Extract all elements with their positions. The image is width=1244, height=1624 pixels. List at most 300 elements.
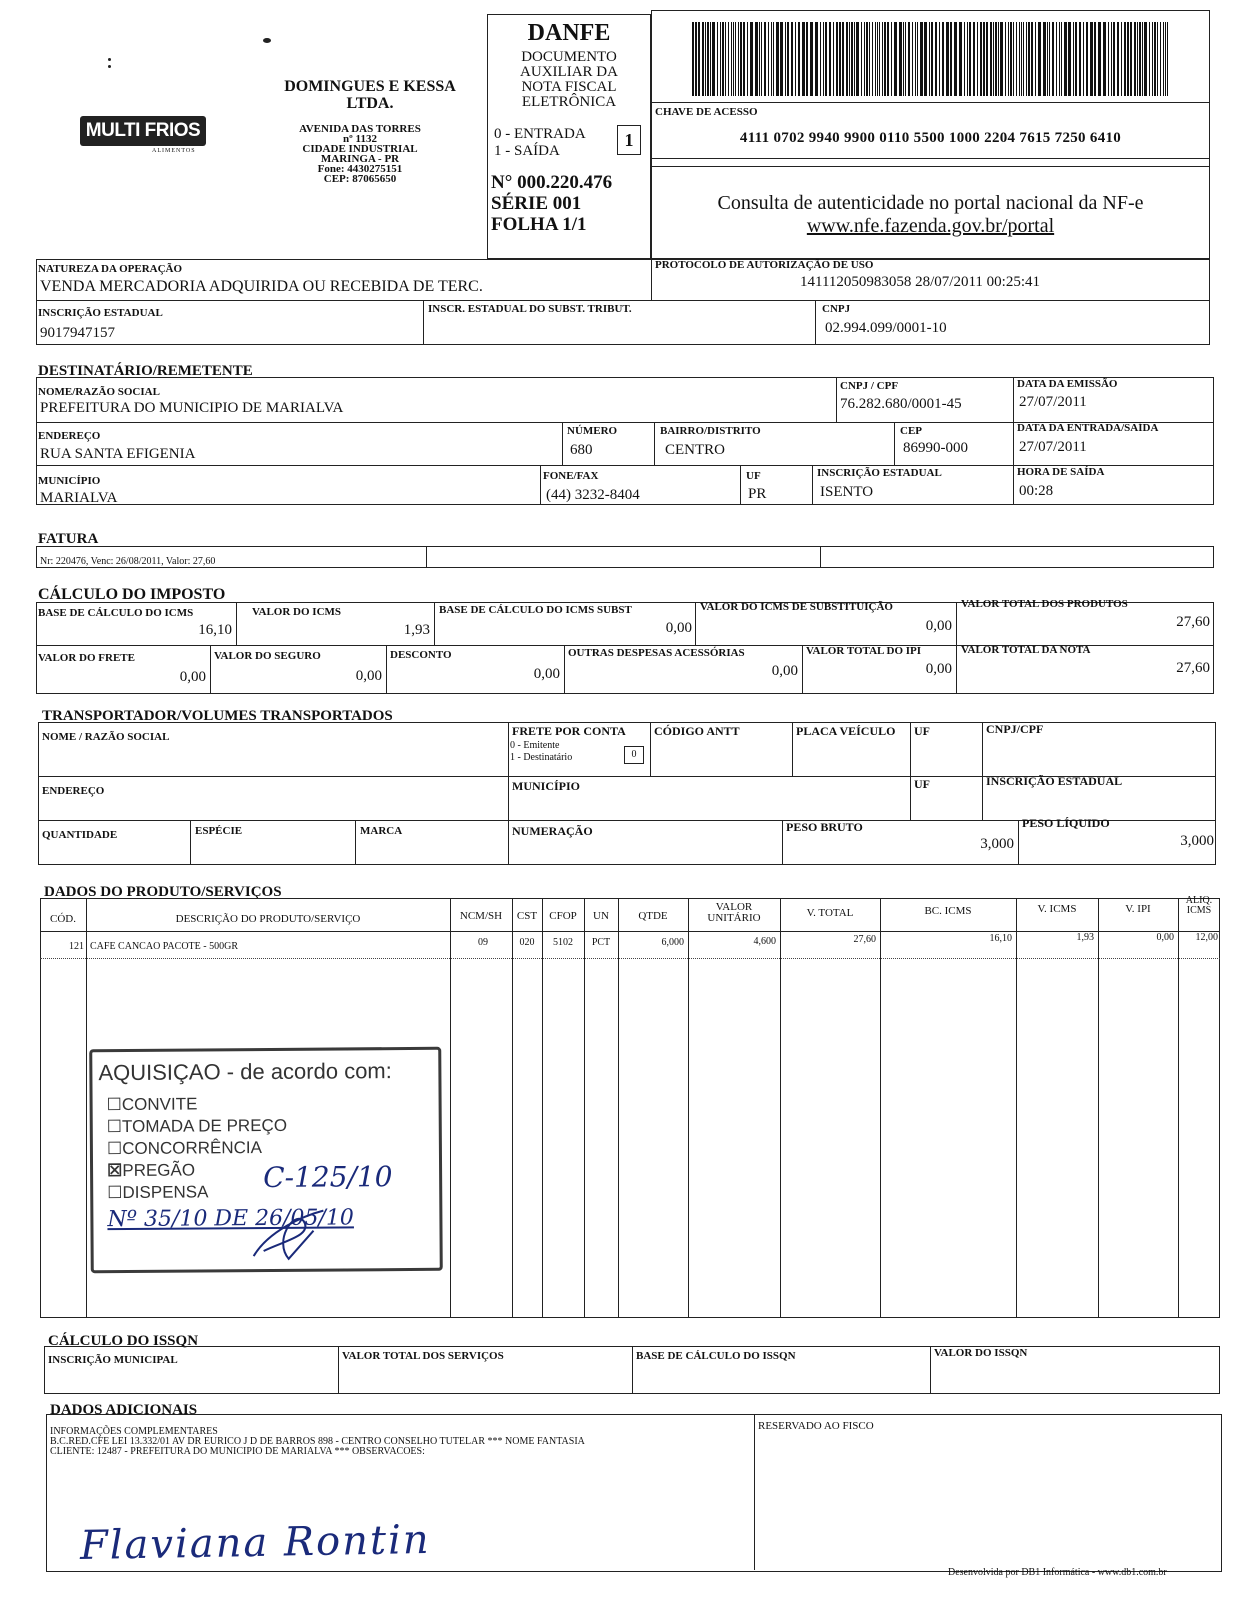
barcode-bar <box>806 22 808 96</box>
barcode-bar <box>1008 22 1009 96</box>
barcode-bar <box>1038 22 1041 96</box>
stamp-initials-scribble <box>243 1201 333 1268</box>
barcode-bar <box>942 22 944 96</box>
products-total-value: 27,60 <box>1176 614 1210 630</box>
recipient-phone-label: FONE/FAX <box>543 470 599 482</box>
recipient-address-value: RUA SANTA EFIGENIA <box>40 446 196 462</box>
barcode-bar <box>849 22 850 96</box>
barcode-bar <box>1142 22 1143 96</box>
recipient-cep-label: CEP <box>900 425 922 437</box>
barcode-bar <box>712 22 715 96</box>
barcode-bar <box>725 22 726 96</box>
barcode-bar <box>912 22 913 96</box>
recipient-ie-value: ISENTO <box>820 484 874 500</box>
row-description: CAFE CANCAO PACOTE - 500GR <box>90 941 238 952</box>
checkbox-checked-icon: ☒ <box>107 1161 123 1181</box>
portal-link[interactable]: www.nfe.fazenda.gov.br/portal <box>806 215 1055 237</box>
barcode-bar <box>856 22 859 96</box>
barcode-bar <box>1117 22 1119 96</box>
barcode-bar <box>1111 22 1112 96</box>
barcode-bar <box>1160 22 1161 96</box>
barcode-bar <box>1083 22 1084 96</box>
barcode-bar <box>810 22 813 96</box>
recipient-cnpj-label: CNPJ / CPF <box>840 380 899 392</box>
barcode-bar <box>864 22 865 96</box>
recipient-phone-value: (44) 3232-8404 <box>546 487 640 503</box>
barcode-bar <box>722 22 724 96</box>
barcode-bar <box>946 22 949 96</box>
barcode-bar <box>698 22 700 96</box>
col-header-description: DESCRIÇÃO DO PRODUTO/SERVIÇO <box>175 913 361 925</box>
barcode-bar <box>1165 22 1166 96</box>
barcode-bar <box>702 22 704 96</box>
recipient-name-value: PREFEITURA DO MUNICIPIO DE MARIALVA <box>40 400 344 416</box>
col-header-cfop: CFOP <box>549 910 577 922</box>
barcode-bar <box>894 22 897 96</box>
table-column-divider <box>542 898 543 1318</box>
barcode-bar <box>1043 22 1046 96</box>
net-weight-label: PESO LÍQUIDO <box>1022 816 1110 830</box>
transport-section-title: TRANSPORTADOR/VOLUMES TRANSPORTADOS <box>42 708 393 724</box>
base-icms-label: BASE DE CÁLCULO DO ICMS <box>38 607 194 619</box>
row-cst: 020 <box>519 937 535 948</box>
barcode-bar <box>1086 22 1088 96</box>
danfe-title: DANFE <box>527 20 611 46</box>
district-label: BAIRRO/DISTRITO <box>660 425 761 437</box>
barcode-bar <box>705 22 706 96</box>
checkbox-empty-icon: ☐ <box>106 1139 123 1159</box>
barcode-bar <box>740 22 742 96</box>
stamp-option-concorrencia-label: CONCORRÊNCIA <box>122 1138 263 1159</box>
col-header-un: UN <box>593 910 609 922</box>
barcode-bar <box>771 22 772 96</box>
barcode-bar <box>905 22 906 96</box>
carrier-name-label: NOME / RAZÃO SOCIAL <box>42 731 170 743</box>
acquisition-stamp <box>89 1047 443 1273</box>
discount-value: 0,00 <box>533 666 560 682</box>
barcode-bar <box>1021 22 1022 96</box>
natureza-value: VENDA MERCADORIA ADQUIRIDA OU RECEBIDA DE TERC. <box>40 278 483 295</box>
barcode-bar <box>791 22 793 96</box>
barcode-bar <box>967 22 968 96</box>
note-total-value: 27,60 <box>1176 660 1210 676</box>
barcode-bar <box>939 22 940 96</box>
cnpj-value: 02.994.099/0001-10 <box>825 320 947 336</box>
row-aliq-icms: 12,00 <box>1195 932 1218 943</box>
invoice-section-title: FATURA <box>38 531 99 547</box>
col-header-v-ipi: V. IPI <box>1125 903 1151 915</box>
carrier-address-label: ENDEREÇO <box>42 785 105 797</box>
row-bc-icms: 16,10 <box>989 933 1012 944</box>
stamp-option-concorrencia <box>107 1137 287 1160</box>
recipient-number-label: NÚMERO <box>567 425 618 437</box>
row-qty: 6,000 <box>661 937 684 948</box>
barcode-bar <box>1068 22 1071 96</box>
barcode-bar <box>861 22 862 96</box>
ie-value: 9017947157 <box>40 325 115 341</box>
barcode-bar <box>1035 22 1036 96</box>
table-column-divider <box>880 898 881 1318</box>
barcode-bar <box>1163 22 1164 96</box>
barcode-bar <box>707 22 709 96</box>
issqn-base-label: BASE DE CÁLCULO DO ISSQN <box>636 1350 796 1362</box>
barcode-bar <box>986 22 988 96</box>
barcode-bar <box>750 22 753 96</box>
company-logo <box>80 116 206 154</box>
barcode-bar <box>866 22 868 96</box>
stamp-option-tomada-label: TOMADA DE PREÇO <box>121 1115 288 1137</box>
carrier-cnpj-label: CNPJ/CPF <box>986 722 1044 736</box>
access-key-value[interactable]: 4111 0702 9940 9900 0110 5500 1000 2204 7615 7250 6410 <box>739 130 1122 146</box>
barcode-bar <box>1059 22 1060 96</box>
emitter-name-line1: DOMINGUES E KESSA <box>284 78 456 95</box>
row-v-ipi: 0,00 <box>1156 932 1174 943</box>
barcode-bar <box>1121 22 1122 96</box>
barcode-bar <box>1139 22 1141 96</box>
row-unit-value: 4,600 <box>753 936 776 947</box>
barcode-bar <box>825 22 827 96</box>
barcode-bar <box>733 22 734 96</box>
emitter-city: MARINGA - PR <box>320 153 400 165</box>
icms-value: 1,93 <box>403 622 430 638</box>
barcode-bar <box>887 22 889 96</box>
species-label: ESPÉCIE <box>195 825 243 837</box>
emission-date-value: 27/07/2011 <box>1019 394 1087 410</box>
row-code: 121 <box>69 941 84 952</box>
danfe-subtitle-4: ELETRÔNICA <box>521 94 617 110</box>
emitter-name <box>270 78 470 112</box>
barcode-bar <box>915 22 916 96</box>
icms-label: VALOR DO ICMS <box>252 606 342 618</box>
insurance-value: 0,00 <box>355 668 382 684</box>
recipient-uf-value: PR <box>748 486 767 502</box>
barcode-bar <box>1144 22 1147 96</box>
barcode-bar <box>964 22 965 96</box>
barcode-bar <box>1137 22 1138 96</box>
barcode-bar <box>735 22 736 96</box>
recipient-cnpj-value: 76.282.680/0001-45 <box>840 396 962 412</box>
barcode-bar <box>877 22 878 96</box>
col-header-code: CÓD. <box>50 913 76 925</box>
discount-label: DESCONTO <box>390 649 452 661</box>
additional-section-title: DADOS ADICIONAIS <box>50 1402 198 1418</box>
products-total-label: VALOR TOTAL DOS PRODUTOS <box>961 598 1128 610</box>
freight-option-recipient: 1 - Destinatário <box>510 752 573 763</box>
nf-number: N° 000.220.476 <box>491 172 613 193</box>
barcode-bar <box>1134 22 1136 96</box>
barcode-bar <box>998 22 999 96</box>
gross-weight-label: PESO BRUTO <box>786 820 863 834</box>
barcode-bar <box>1023 22 1024 96</box>
barcode-bar <box>908 22 910 96</box>
logo-text: MULTI FRIOS <box>80 116 206 146</box>
recipient-city-label: MUNICÍPIO <box>38 475 101 487</box>
freight-value-box: 0 <box>624 746 644 764</box>
barcode-bar <box>1124 22 1126 96</box>
barcode-bar <box>1075 22 1077 96</box>
checkbox-empty-icon: ☐ <box>106 1095 122 1115</box>
emitter-phone: Fone: 4430275151 <box>317 163 403 175</box>
base-st-label: BASE DE CÁLCULO DO ICMS SUBST <box>439 604 632 616</box>
logo-subtext: ALIMENTOS <box>152 148 196 154</box>
antt-label: CÓDIGO ANTT <box>654 724 740 738</box>
barcode-bar <box>755 22 758 96</box>
fisco-reserved-label: RESERVADO AO FISCO <box>758 1420 874 1432</box>
barcode-bar <box>1000 22 1003 96</box>
col-header-v-icms: V. ICMS <box>1037 903 1077 915</box>
barcode-bar <box>798 22 800 96</box>
barcode-bar <box>1031 22 1033 96</box>
col-header-qty: QTDE <box>638 910 668 922</box>
barcode-bar <box>950 22 952 96</box>
table-column-divider <box>688 898 689 1318</box>
emission-date-label: DATA DA EMISSÃO <box>1017 378 1118 390</box>
icms-st-value: 0,00 <box>925 618 952 634</box>
barcode-bar <box>1113 22 1115 96</box>
row-ncm: 09 <box>478 937 488 948</box>
barcode-bar <box>695 22 697 96</box>
barcode-bar <box>1010 22 1012 96</box>
barcode-bar <box>738 22 739 96</box>
protocolo-label: PROTOCOLO DE AUTORIZAÇÃO DE USO <box>655 259 874 271</box>
barcode-bar <box>795 22 796 96</box>
barcode-bar <box>761 22 762 96</box>
checkbox-empty-icon: ☐ <box>107 1183 123 1203</box>
barcode-bar <box>747 22 748 96</box>
entry-date-value: 27/07/2011 <box>1019 439 1087 455</box>
barcode-bar <box>768 22 769 96</box>
numbering-label: NUMERAÇÃO <box>512 824 593 838</box>
carrier-city-label: MUNICÍPIO <box>512 779 580 793</box>
barcode-bar <box>980 22 982 96</box>
footer-developer: Desenvolvida por DB1 Informática - www.db1.com.br <box>948 1567 1167 1578</box>
carrier-ie-label: INSCRIÇÃO ESTADUAL <box>986 774 1123 788</box>
barcode-bar <box>1052 22 1054 96</box>
insurance-label: VALOR DO SEGURO <box>214 650 321 662</box>
entry-date-label: DATA DA ENTRADA/SAÍDA <box>1017 422 1159 434</box>
barcode-bar <box>833 22 834 96</box>
barcode-bar <box>891 22 892 96</box>
consult-line-1: Consulta de autenticidade no portal nacional da NF-e <box>717 192 1144 214</box>
base-st-value: 0,00 <box>665 620 692 636</box>
barcode-bar <box>820 22 821 96</box>
consult-portal-text <box>651 192 1210 238</box>
barcode-bar <box>899 22 902 96</box>
additional-info-line1: B.C.RED.CFE LEI 13.332/01 AV DR EURICO J D DE BARROS 898 - CENTRO CONSELHO TUTELAR *** NOME FANTASIA <box>50 1436 585 1447</box>
barcode-bar <box>995 22 997 96</box>
barcode-bar <box>776 22 779 96</box>
barcode-bar <box>1152 22 1153 96</box>
ie-st-label: INSCR. ESTADUAL DO SUBST. TRIBUT. <box>428 303 632 315</box>
col-header-unit-value: VALOR UNITÁRIO <box>707 901 761 924</box>
row-total: 27,60 <box>853 934 876 945</box>
barcode-bar <box>1098 22 1101 96</box>
emitter-street: AVENIDA DAS TORRES <box>299 123 421 135</box>
barcode-bar <box>1090 22 1093 96</box>
danfe-number <box>491 172 612 235</box>
barcode-bar <box>785 22 786 96</box>
additional-info-label: INFORMAÇÕES COMPLEMENTARES <box>50 1426 218 1437</box>
barcode-bar <box>1108 22 1109 96</box>
quantity-label: QUANTIDADE <box>42 829 118 841</box>
stamp-option-dispensa-label: DISPENSA <box>122 1182 209 1203</box>
barcode-bar <box>759 22 760 96</box>
recipient-section-title: DESTINATÁRIO/REMETENTE <box>38 363 253 379</box>
table-column-divider <box>1178 898 1179 1318</box>
barcode-bar <box>1005 22 1006 96</box>
carrier-uf-label: UF <box>914 724 930 738</box>
emitter-name-line2: LTDA. <box>346 95 394 112</box>
barcode-bar <box>929 22 930 96</box>
stamp-number-line: Nº 35/10 DE 26/05/10 <box>107 1205 354 1233</box>
cnpj-label: CNPJ <box>822 303 851 315</box>
barcode-bar <box>983 22 985 96</box>
barcode-bar <box>1028 22 1030 96</box>
barcode-bar <box>1127 22 1129 96</box>
barcode-bar <box>884 22 886 96</box>
barcode-bar <box>1047 22 1048 96</box>
danfe-subtitle-1: DOCUMENTO <box>521 49 617 65</box>
barcode-bar <box>969 22 971 96</box>
district-value: CENTRO <box>665 442 725 458</box>
products-section-title: DADOS DO PRODUTO/SERVIÇOS <box>44 884 282 900</box>
handwritten-signature: Flaviana Rontin <box>79 1516 431 1570</box>
gross-weight-value: 3,000 <box>980 836 1014 852</box>
danfe-subtitle-2: AUXILIAR DA <box>520 64 618 80</box>
barcode-bar <box>692 22 694 96</box>
barcode-bar <box>802 22 805 96</box>
barcode-bar <box>815 22 818 96</box>
recipient-cep-value: 86990-000 <box>903 440 968 456</box>
icms-st-label: VALOR DO ICMS DE SUBSTITUIÇÃO <box>700 601 893 613</box>
recipient-uf-label: UF <box>746 470 761 482</box>
col-header-aliq-icms: ALIQ. ICMS <box>1185 895 1213 916</box>
barcode-bar <box>846 22 848 96</box>
danfe-subtitle <box>487 50 651 110</box>
handwritten-code: C-125/10 <box>263 1160 393 1195</box>
exit-time-label: HORA DE SAÍDA <box>1017 466 1105 478</box>
recipient-city-value: MARIALVA <box>40 490 118 506</box>
stamp-option-convite-label: CONVITE <box>121 1094 198 1115</box>
col-header-ncm: NCM/SH <box>459 910 503 922</box>
barcode-bar <box>780 22 783 96</box>
net-weight-value: 3,000 <box>1180 833 1214 849</box>
barcode-bar <box>1094 22 1096 96</box>
nf-folha: FOLHA 1/1 <box>491 214 587 235</box>
barcode-bar <box>720 22 721 96</box>
barcode-bar <box>917 22 918 96</box>
barcode-bar <box>1073 22 1074 96</box>
row-v-icms: 1,93 <box>1076 932 1094 943</box>
barcode-bar <box>959 22 962 96</box>
barcode-bar <box>710 22 711 96</box>
ipi-total-value: 0,00 <box>925 661 952 677</box>
stamp-option-pregao-label: PREGÃO <box>122 1160 196 1181</box>
protocolo-value: 141112050983058 28/07/2011 00:25:41 <box>800 274 1040 290</box>
barcode-bar <box>924 22 927 96</box>
row-cfop: 5102 <box>553 937 573 948</box>
barcode-bar <box>731 22 732 96</box>
barcode-bar <box>1167 22 1168 96</box>
col-header-bc-icms: BC. ICMS <box>924 905 972 917</box>
barcode-bar <box>993 22 994 96</box>
barcode-bar <box>728 22 729 96</box>
note-total-label: VALOR TOTAL DA NOTA <box>961 644 1091 656</box>
barcode-bar <box>1157 22 1158 96</box>
barcode-bar <box>1013 22 1014 96</box>
barcode <box>692 22 1172 96</box>
barcode-bar <box>1049 22 1050 96</box>
barcode-bar <box>717 22 718 96</box>
recipient-address-label: ENDEREÇO <box>38 430 101 442</box>
freight-option-emitter: 0 - Emitente <box>510 740 560 751</box>
services-total-label: VALOR TOTAL DOS SERVIÇOS <box>342 1350 504 1362</box>
barcode-bar <box>1061 22 1062 96</box>
issqn-value-label: VALOR DO ISSQN <box>934 1347 1028 1359</box>
barcode-bar <box>872 22 873 96</box>
freight-by-label: FRETE POR CONTA <box>512 724 626 738</box>
table-column-divider <box>86 898 87 1318</box>
barcode-bar <box>879 22 880 96</box>
scan-speck <box>108 65 111 68</box>
barcode-bar <box>773 22 774 96</box>
recipient-number-value: 680 <box>570 442 593 458</box>
freight-label: VALOR DO FRETE <box>38 652 135 664</box>
additional-info <box>50 1427 585 1457</box>
type-value-box: 1 <box>617 125 641 155</box>
barcode-bar <box>1056 22 1057 96</box>
additional-info-line2: CLIENTE: 12487 - PREFEITURA DO MUNICIPIO DE MARIALVA *** OBSERVACOES: <box>50 1446 425 1457</box>
barcode-bar <box>1019 22 1020 96</box>
barcode-bar <box>869 22 870 96</box>
table-column-divider <box>1016 898 1017 1318</box>
barcode-bar <box>839 22 841 96</box>
col-header-cst: CST <box>516 910 538 922</box>
barcode-bar <box>882 22 883 96</box>
col-header-total: V. TOTAL <box>806 907 854 919</box>
table-column-divider <box>618 898 619 1318</box>
barcode-bar <box>954 22 957 96</box>
carrier-uf2-label: UF <box>914 777 930 791</box>
stamp-title: AQUISIÇAO - de acordo com: <box>98 1058 392 1086</box>
barcode-bar <box>1103 22 1106 96</box>
row-un: PCT <box>591 937 611 948</box>
scan-speck <box>108 58 111 61</box>
barcode-bar <box>836 22 838 96</box>
barcode-bar <box>1064 22 1067 96</box>
barcode-bar <box>875 22 876 96</box>
plate-label: PLACA VEÍCULO <box>796 724 896 738</box>
emitter-number: nº 1132 <box>343 133 377 145</box>
barcode-bar <box>920 22 923 96</box>
barcode-bar <box>1149 22 1150 96</box>
barcode-bar <box>977 22 978 96</box>
barcode-bar <box>787 22 789 96</box>
table-column-divider <box>780 898 781 1318</box>
barcode-bar <box>1154 22 1156 96</box>
barcode-bar <box>743 22 745 96</box>
emitter-district: CIDADE INDUSTRIAL <box>302 143 418 155</box>
barcode-bar <box>903 22 904 96</box>
barcode-bar <box>1026 22 1027 96</box>
exit-time-value: 00:28 <box>1019 483 1054 499</box>
barcode-bar <box>851 22 853 96</box>
ipi-total-label: VALOR TOTAL DO IPI <box>806 645 922 657</box>
stamp-option-pregao <box>107 1159 287 1182</box>
barcode-bar <box>854 22 855 96</box>
base-icms-value: 16,10 <box>198 622 232 638</box>
nf-serie: SÉRIE 001 <box>491 193 582 214</box>
